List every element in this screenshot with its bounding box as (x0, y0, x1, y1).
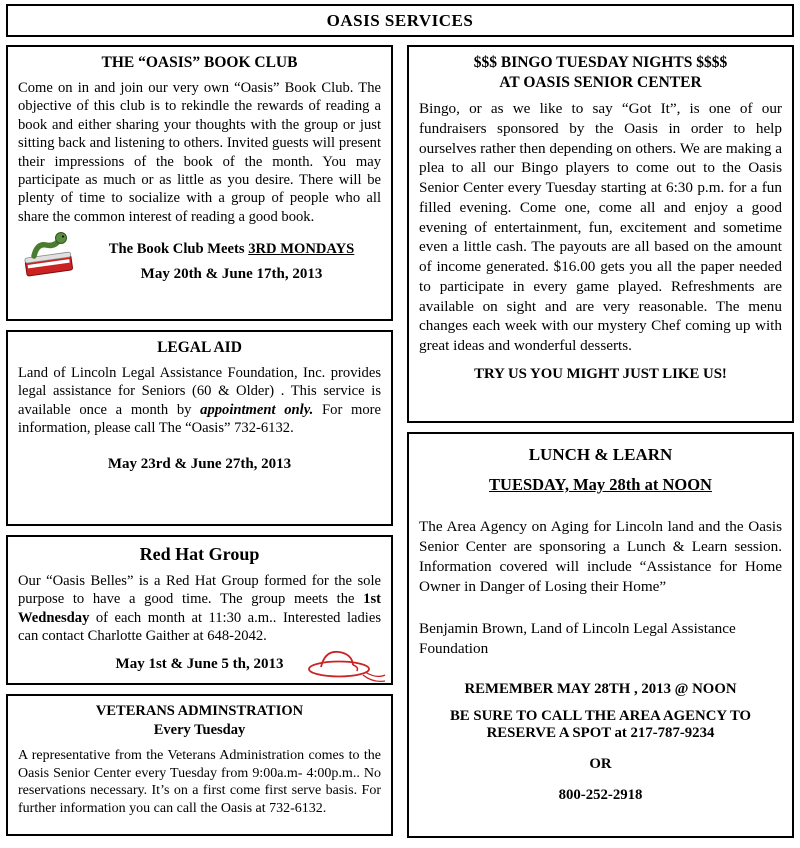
lunch-learn-title: LUNCH & LEARN (528, 445, 673, 464)
lunch-learn-or: OR (589, 756, 612, 773)
legal-aid-title: LEGAL AID (157, 339, 242, 356)
right-column (407, 45, 794, 838)
legal-aid-body (18, 364, 381, 438)
lunch-learn-subtitle: TUESDAY, May 28th at NOON (489, 475, 712, 494)
bingo-section (407, 45, 794, 423)
lunch-learn-call-line: BE SURE TO CALL THE AREA AGENCY TO RESERVE A SPOT at 217-787-9234 (449, 708, 752, 742)
bingo-title-line2: AT OASIS SENIOR CENTER (499, 74, 702, 91)
red-hat-clipart (303, 642, 387, 689)
left-column (6, 45, 393, 836)
book-club-section (6, 45, 393, 321)
page-title: OASIS SERVICES (326, 11, 474, 30)
veterans-title: VETERANS ADMINSTRATION (95, 703, 304, 719)
red-hat-section (6, 535, 393, 685)
red-hat-title: Red Hat Group (139, 544, 260, 564)
meets-prefix: The Book Club Meets (108, 241, 249, 257)
page-header (6, 4, 794, 37)
lunch-learn-section (407, 432, 794, 838)
red-hat-dates: May 1st & June 5 th, 2013 (115, 655, 284, 672)
lunch-learn-speaker: Benjamin Brown, Land of Lincoln Legal Assistance Foundation (419, 620, 736, 658)
book-club-title: THE “OASIS” BOOK CLUB (101, 54, 298, 71)
legal-aid-emphasis: appointment only. (200, 401, 314, 418)
meets-day: 3RD MONDAYS (248, 241, 355, 257)
lunch-learn-body: The Area Agency on Aging for Lincoln land and the Oasis Senior Center are sponsoring a Lunch & Learn session. Information covered will include “Assistance for Home Owner in Danger of Losing their Home” (419, 518, 782, 596)
legal-aid-body-part2: For more information, please call The “Oasis” 732-6132. (18, 401, 382, 437)
book-club-meets-line (82, 241, 381, 258)
bingo-footer-line: TRY US YOU MIGHT JUST LIKE US! (474, 365, 727, 382)
legal-aid-section (6, 330, 393, 526)
veterans-section (6, 694, 393, 836)
veterans-body: A representative from the Veterans Administration comes to the Oasis Senior Center every Tuesday from 9:00a.m- 4:00p.m.. No reservations necessary. It’s on a first come first serve basis. For further information you can call the Oasis at 732-6132. (18, 748, 381, 816)
red-hat-footer (18, 656, 381, 673)
red-hat-body (18, 572, 381, 646)
red-hat-body-part2: of each month at 11:30 a.m.. Interested ladies can contact Charlotte Gaither at 648-2042. (18, 609, 381, 645)
book-club-dates: May 20th & June 17th, 2013 (140, 266, 323, 282)
two-column-layout (6, 45, 794, 838)
book-club-body: Come on in and join our very own “Oasis” Book Club. The objective of this club is to rekindle the rewards of reading a book and either sharing your thoughts with the group or just sitting back and listening to others. Invited guests will present their impressions of the book of the month. You may participate as much or as little as you desire. There will be plenty of time to socialize with a group of people who all share the common interest of reading a good book. (18, 80, 381, 225)
book-club-footer (18, 230, 381, 287)
veterans-subtitle: Every Tuesday (153, 722, 246, 738)
lunch-learn-phone: 800-252-2918 (558, 787, 643, 804)
legal-aid-dates: May 23rd & June 27th, 2013 (107, 455, 292, 472)
legal-aid-body-part1: Land of Lincoln Legal Assistance Foundation, Inc. provides legal assistance for Seniors (60 & Older) . This service is available once a month by (18, 365, 381, 418)
bookworm-clipart (18, 230, 82, 287)
red-hat-bold: 1st Wednesday (18, 591, 381, 626)
bingo-body: Bingo, or as we like to say “Got It”, is one of our fundraisers sponsored by the Oasis in order to help ourselves rather then depending on others. We are making a plea to all our Bingo players to come out to the Oasis Senior Center every Tuesday starting at 6:30 p.m. for a fun filled evening. Come one, come all and enjoy a good evening of entertainment, fun, excitement and sometime even a little cash. The payouts are all based on the amount of income generated. $16.00 gets you all the paper needed to participate in every game played. Refreshments are available on sight and are very reasonable. The menu changes each week with our mystery Chef coming up with great ideas and wonderful desserts. (419, 100, 782, 354)
book-club-schedule (82, 231, 381, 287)
bingo-title-line1: $$$ BINGO TUESDAY NIGHTS $$$$ (473, 54, 728, 71)
red-hat-body-part1: Our “Oasis Belles” is a Red Hat Group formed for the sole purpose to have a good time. The group meets the (18, 573, 381, 608)
lunch-learn-remember: REMEMBER MAY 28TH , 2013 @ NOON (464, 681, 737, 698)
